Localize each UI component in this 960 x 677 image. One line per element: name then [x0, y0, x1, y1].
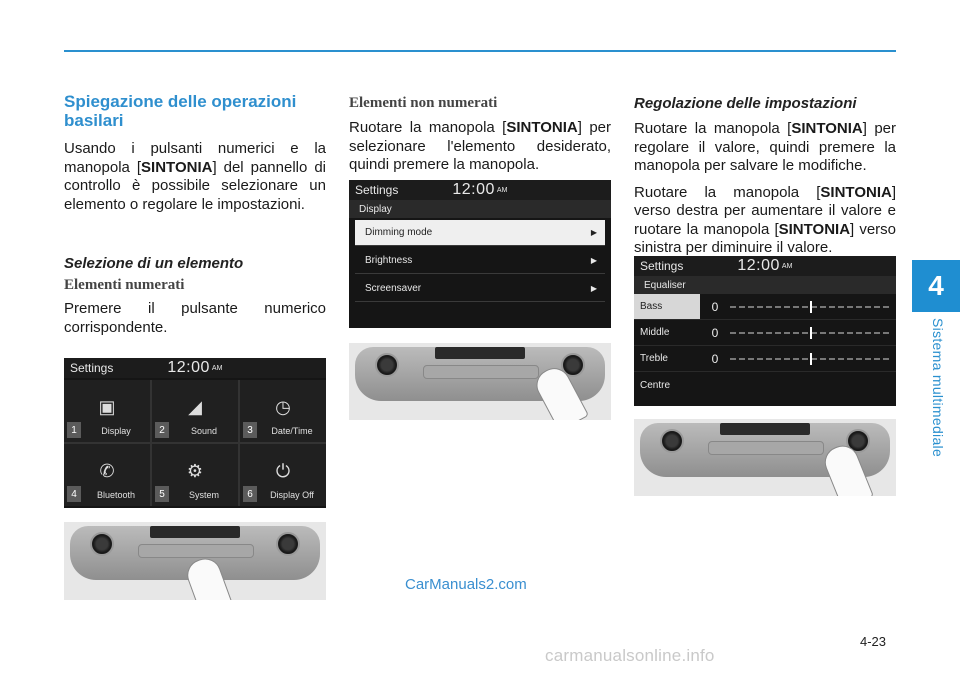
- equaliser-screen: [634, 256, 896, 406]
- eq-row-bass[interactable]: [634, 294, 896, 320]
- screen-header: [64, 358, 326, 378]
- tile-label: Sound: [190, 426, 218, 436]
- menu-item-dimming-mode[interactable]: [355, 220, 605, 246]
- gear-icon: ⚙: [186, 460, 204, 481]
- tile-number: 4: [67, 486, 81, 502]
- chevron-right-icon: ▶: [590, 228, 597, 237]
- menu-item-label: Dimming mode: [365, 227, 433, 238]
- number-buttons: [423, 365, 539, 379]
- eq-row-value: 0: [711, 299, 719, 314]
- menu-item-label: Screensaver: [365, 283, 422, 294]
- eq-row-name: Treble: [640, 353, 668, 364]
- control-panel-illustration: [64, 522, 326, 600]
- control-panel-illustration: [634, 419, 896, 496]
- screen-ampm: AM: [781, 262, 793, 270]
- eq-row-middle[interactable]: [634, 320, 896, 346]
- page-number: 4-23: [860, 634, 887, 649]
- tune-knob: [276, 532, 300, 556]
- section-heading: Regolazione delle impostazioni: [634, 95, 857, 112]
- eq-row-name: Bass: [634, 294, 700, 319]
- menu-item-screensaver[interactable]: [355, 276, 605, 302]
- screen-time: 12:00: [452, 181, 495, 198]
- menu-item-label: Brightness: [365, 255, 413, 266]
- top-rule: [64, 50, 896, 52]
- eq-slider-knob[interactable]: [810, 301, 812, 313]
- settings-grid: [64, 380, 326, 506]
- tile-bluetooth[interactable]: [64, 444, 150, 506]
- eq-row-name: Centre: [640, 379, 671, 391]
- chevron-right-icon: ▶: [590, 284, 597, 293]
- tile-sound[interactable]: [152, 380, 238, 442]
- eq-slider-knob[interactable]: [810, 327, 812, 339]
- chapter-title: Sistema multimediale: [930, 318, 946, 458]
- sub-heading: Selezione di un elemento: [64, 255, 244, 272]
- tile-number: 6: [243, 486, 257, 502]
- screen-title: Settings: [70, 361, 114, 375]
- tile-label: Date/Time: [271, 426, 313, 436]
- settings-screen: [64, 358, 326, 508]
- column-3: [634, 92, 896, 258]
- eq-row-value: 0: [711, 325, 719, 340]
- tile-system[interactable]: [152, 444, 238, 506]
- tile-label: Bluetooth: [96, 490, 136, 500]
- sub-sub-heading: Elementi numerati: [64, 277, 185, 293]
- unnumbered-paragraph: Ruotare la manopola [SINTONIA] per selezionare l'elemento desiderato, quindi premere la manopola.: [349, 119, 612, 173]
- tile-date-time[interactable]: [240, 380, 326, 442]
- section-heading: Spiegazione delle operazioni basilari: [64, 92, 297, 130]
- eq-slider[interactable]: [730, 332, 890, 334]
- screen-title: Settings: [355, 183, 399, 197]
- screen-title: Settings: [640, 259, 684, 273]
- panel-slot: [150, 526, 240, 538]
- menu-item-brightness[interactable]: [355, 248, 605, 274]
- tile-display-off[interactable]: [240, 444, 326, 506]
- screen-time: 12:00: [737, 257, 780, 274]
- tile-number: 3: [243, 422, 257, 438]
- section-heading: Elementi non numerati: [349, 95, 498, 111]
- numbered-paragraph: Premere il pulsante numerico corrispondente.: [64, 300, 326, 336]
- volume-knob: [660, 429, 684, 453]
- adjust-paragraph-1: Ruotare la manopola [SINTONIA] per regolare il valore, quindi premere la manopola per salvare le modifiche.: [634, 120, 897, 174]
- screen-time: 12:00: [167, 359, 210, 376]
- clock-icon: ◷: [275, 396, 291, 417]
- power-screen-icon: ⏻: [275, 460, 291, 481]
- tile-number: 5: [155, 486, 169, 502]
- watermark-text: CarManuals2.com: [405, 576, 527, 593]
- number-buttons: [708, 441, 824, 455]
- column-1: [64, 92, 326, 337]
- screen-header: [349, 180, 611, 200]
- screen-ampm: AM: [211, 364, 223, 372]
- volume-knob: [90, 532, 114, 556]
- chevron-right-icon: ▶: [590, 256, 597, 265]
- display-screen: [349, 180, 611, 328]
- tile-label: Display: [101, 426, 131, 436]
- intro-paragraph: Usando i pulsanti numerici e la manopola [SINTONIA] del pannello di controllo è possibile selezionare un elemento o regolare le impostazioni.: [64, 140, 326, 213]
- tile-number: 2: [155, 422, 169, 438]
- tile-display[interactable]: [64, 380, 150, 442]
- display-icon: ▣: [98, 396, 116, 417]
- panel-slot: [720, 423, 810, 435]
- number-buttons: [138, 544, 254, 558]
- menu-title: Equaliser: [634, 276, 896, 294]
- tile-label: System: [188, 490, 219, 500]
- tile-label: Display Off: [270, 490, 314, 500]
- control-panel-illustration: [349, 343, 611, 420]
- screen-header: [634, 256, 896, 276]
- volume-knob: [375, 353, 399, 377]
- eq-slider[interactable]: [730, 358, 890, 360]
- menu-title: Display: [349, 200, 611, 218]
- eq-row-treble[interactable]: [634, 346, 896, 372]
- bluetooth-phone-icon: ✆: [99, 460, 115, 481]
- speaker-icon: ◢: [188, 396, 202, 417]
- panel-slot: [435, 347, 525, 359]
- eq-slider[interactable]: [730, 306, 890, 308]
- footer-watermark: carmanualsonline.info: [545, 646, 715, 665]
- column-2: [349, 92, 611, 175]
- eq-row-centre[interactable]: [634, 372, 896, 398]
- eq-row-value: 0: [711, 351, 719, 366]
- adjust-paragraph-2: Ruotare la manopola [SINTONIA] verso destra per aumentare il valore e ruotare la manopola [SINTONIA] verso sinistra per diminuire il valore.: [634, 183, 896, 256]
- eq-row-name: Middle: [640, 327, 670, 338]
- chapter-tab: 4: [912, 260, 960, 312]
- eq-slider-knob[interactable]: [810, 353, 812, 365]
- screen-ampm: AM: [496, 186, 508, 194]
- tile-number: 1: [67, 422, 81, 438]
